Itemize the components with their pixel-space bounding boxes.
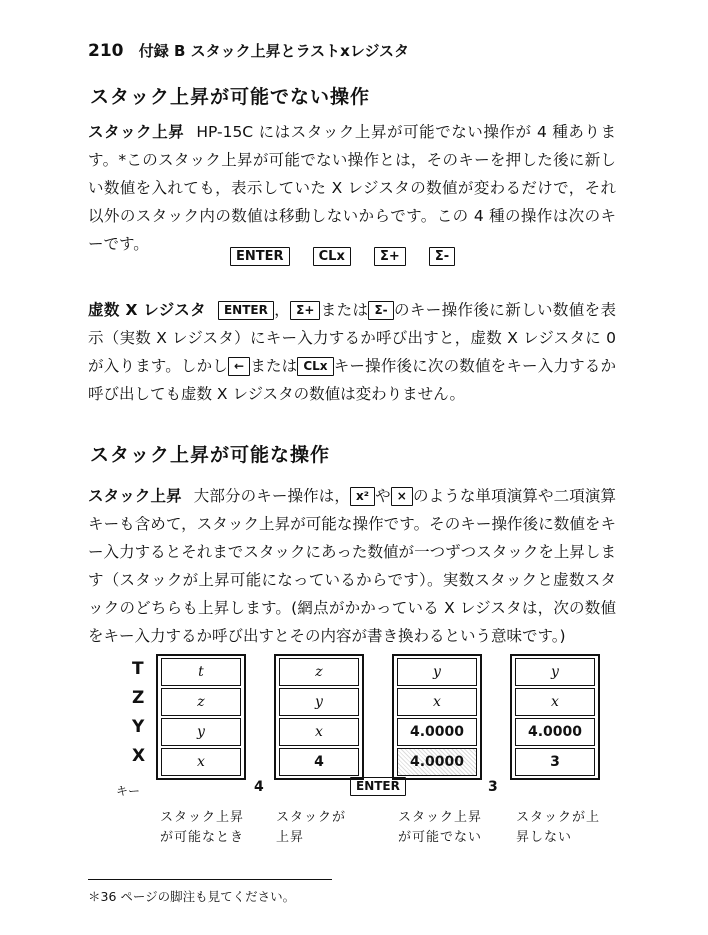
stack-cell-z: x bbox=[397, 688, 477, 716]
backspace-key: ← bbox=[228, 357, 250, 376]
stack-cell-x: 4 bbox=[279, 748, 359, 776]
paragraph-lead: スタック上昇 bbox=[88, 487, 182, 505]
key-3: 3 bbox=[488, 779, 498, 795]
register-label-y: Y bbox=[132, 717, 145, 737]
stack-diagram-2 bbox=[274, 654, 364, 780]
stack-diagram-3 bbox=[392, 654, 482, 780]
register-label-x: X bbox=[132, 746, 146, 766]
page-header bbox=[88, 40, 409, 61]
paragraph-stack-lift-enabled bbox=[88, 482, 616, 650]
text-fragment: のキー操作後に新しい数値を表示（実数 X レジスタ）にキー入力するか呼び出すと，虚数 X レジスタに 0 が入ります。しかし bbox=[88, 301, 616, 375]
register-label-z: Z bbox=[132, 688, 145, 708]
caption-no-lift: スタックが上昇しない bbox=[516, 810, 601, 845]
text-fragment: や bbox=[375, 487, 391, 505]
stack-diagram-4 bbox=[510, 654, 600, 780]
stack-cell-y: 4.0000 bbox=[515, 718, 595, 746]
paragraph-lead: 虚数 X レジスタ bbox=[88, 301, 206, 319]
text-fragment: キー操作後に次の数値をキー入力するか呼び出しても虚数 X レジスタの数値は変わりません。 bbox=[88, 357, 616, 403]
footnote-divider bbox=[88, 879, 332, 880]
stack-cell-y: x bbox=[279, 718, 359, 746]
stack-cell-y: y bbox=[161, 718, 241, 746]
stack-cell-y: 4.0000 bbox=[397, 718, 477, 746]
page-number: 210 bbox=[88, 41, 124, 61]
caption-lift-enabled: スタック上昇が可能なとき bbox=[160, 810, 245, 845]
enter-key: ENTER bbox=[350, 777, 406, 796]
stack-cell-t: y bbox=[515, 658, 595, 686]
section-title-no-lift: スタック上昇が可能でない操作 bbox=[90, 86, 371, 108]
section-title-lift: スタック上昇が可能な操作 bbox=[90, 444, 331, 466]
text-fragment: または bbox=[250, 357, 298, 375]
paragraph-stack-lift-disabled bbox=[88, 118, 616, 258]
paragraph-text: HP-15C にはスタック上昇が可能でない操作が 4 種あります。*このスタック上昇が可能でない操作とは，そのキーを押した後に新しい数値を入れても，表示していた X レジスタの数値が変わるだけで，それ以外のスタック内の数値は移動しないからです。この 4 種の操作は次のキーです。 bbox=[88, 123, 616, 253]
stack-cell-x: x bbox=[161, 748, 241, 776]
sigma-minus-key: Σ- bbox=[429, 247, 455, 266]
stack-cell-z: x bbox=[515, 688, 595, 716]
stack-cell-t: z bbox=[279, 658, 359, 686]
caption-lift-disabled: スタック上昇が可能でない bbox=[398, 810, 483, 845]
enter-key: ENTER bbox=[230, 247, 290, 266]
stack-diagram-1 bbox=[156, 654, 246, 780]
text-fragment: 大部分のキー操作は， bbox=[193, 487, 351, 505]
stack-cell-z: y bbox=[279, 688, 359, 716]
clx-key: CLx bbox=[313, 247, 351, 266]
paragraph-imaginary-x bbox=[88, 296, 616, 408]
key-4: 4 bbox=[254, 779, 264, 795]
text-fragment: ， bbox=[273, 301, 291, 319]
clx-key: CLx bbox=[297, 357, 333, 376]
stack-cell-t: t bbox=[161, 658, 241, 686]
key-row-label: キー bbox=[116, 784, 141, 798]
text-fragment: または bbox=[320, 301, 369, 319]
sigma-plus-key: Σ+ bbox=[374, 247, 406, 266]
paragraph-lead: スタック上昇 bbox=[88, 123, 185, 141]
disabling-keys-row bbox=[230, 246, 473, 266]
sigma-minus-key: Σ- bbox=[368, 301, 393, 320]
stack-cell-x: 3 bbox=[515, 748, 595, 776]
chapter-title: 付録 B スタック上昇とラストxレジスタ bbox=[138, 42, 410, 60]
stack-cell-x-shaded: 4.0000 bbox=[397, 748, 477, 776]
register-label-t: T bbox=[132, 659, 144, 679]
footnote: ＊36 ページの脚注も見てください。 bbox=[88, 889, 296, 904]
caption-stack-lifts: スタックが上昇 bbox=[276, 810, 347, 845]
x-squared-key: x² bbox=[350, 487, 375, 506]
text-fragment: のような単項演算や二項演算キーも含めて，スタック上昇が可能な操作です。そのキー操作後に数値をキー入力するとそれまでスタックにあった数値が一つずつスタックを上昇します（スタックが上昇可能になっているからです）。実数スタックと虚数スタックのどちらも上昇します。(網点がかかっている X レジスタは，次の数値をキー入力するか呼び出すとその内容が書き換わるという意味です。) bbox=[88, 487, 616, 645]
key-enter bbox=[350, 777, 406, 796]
stack-cell-z: z bbox=[161, 688, 241, 716]
multiply-key: × bbox=[391, 487, 413, 506]
sigma-plus-key: Σ+ bbox=[290, 301, 320, 320]
enter-key: ENTER bbox=[218, 301, 274, 320]
stack-cell-t: y bbox=[397, 658, 477, 686]
